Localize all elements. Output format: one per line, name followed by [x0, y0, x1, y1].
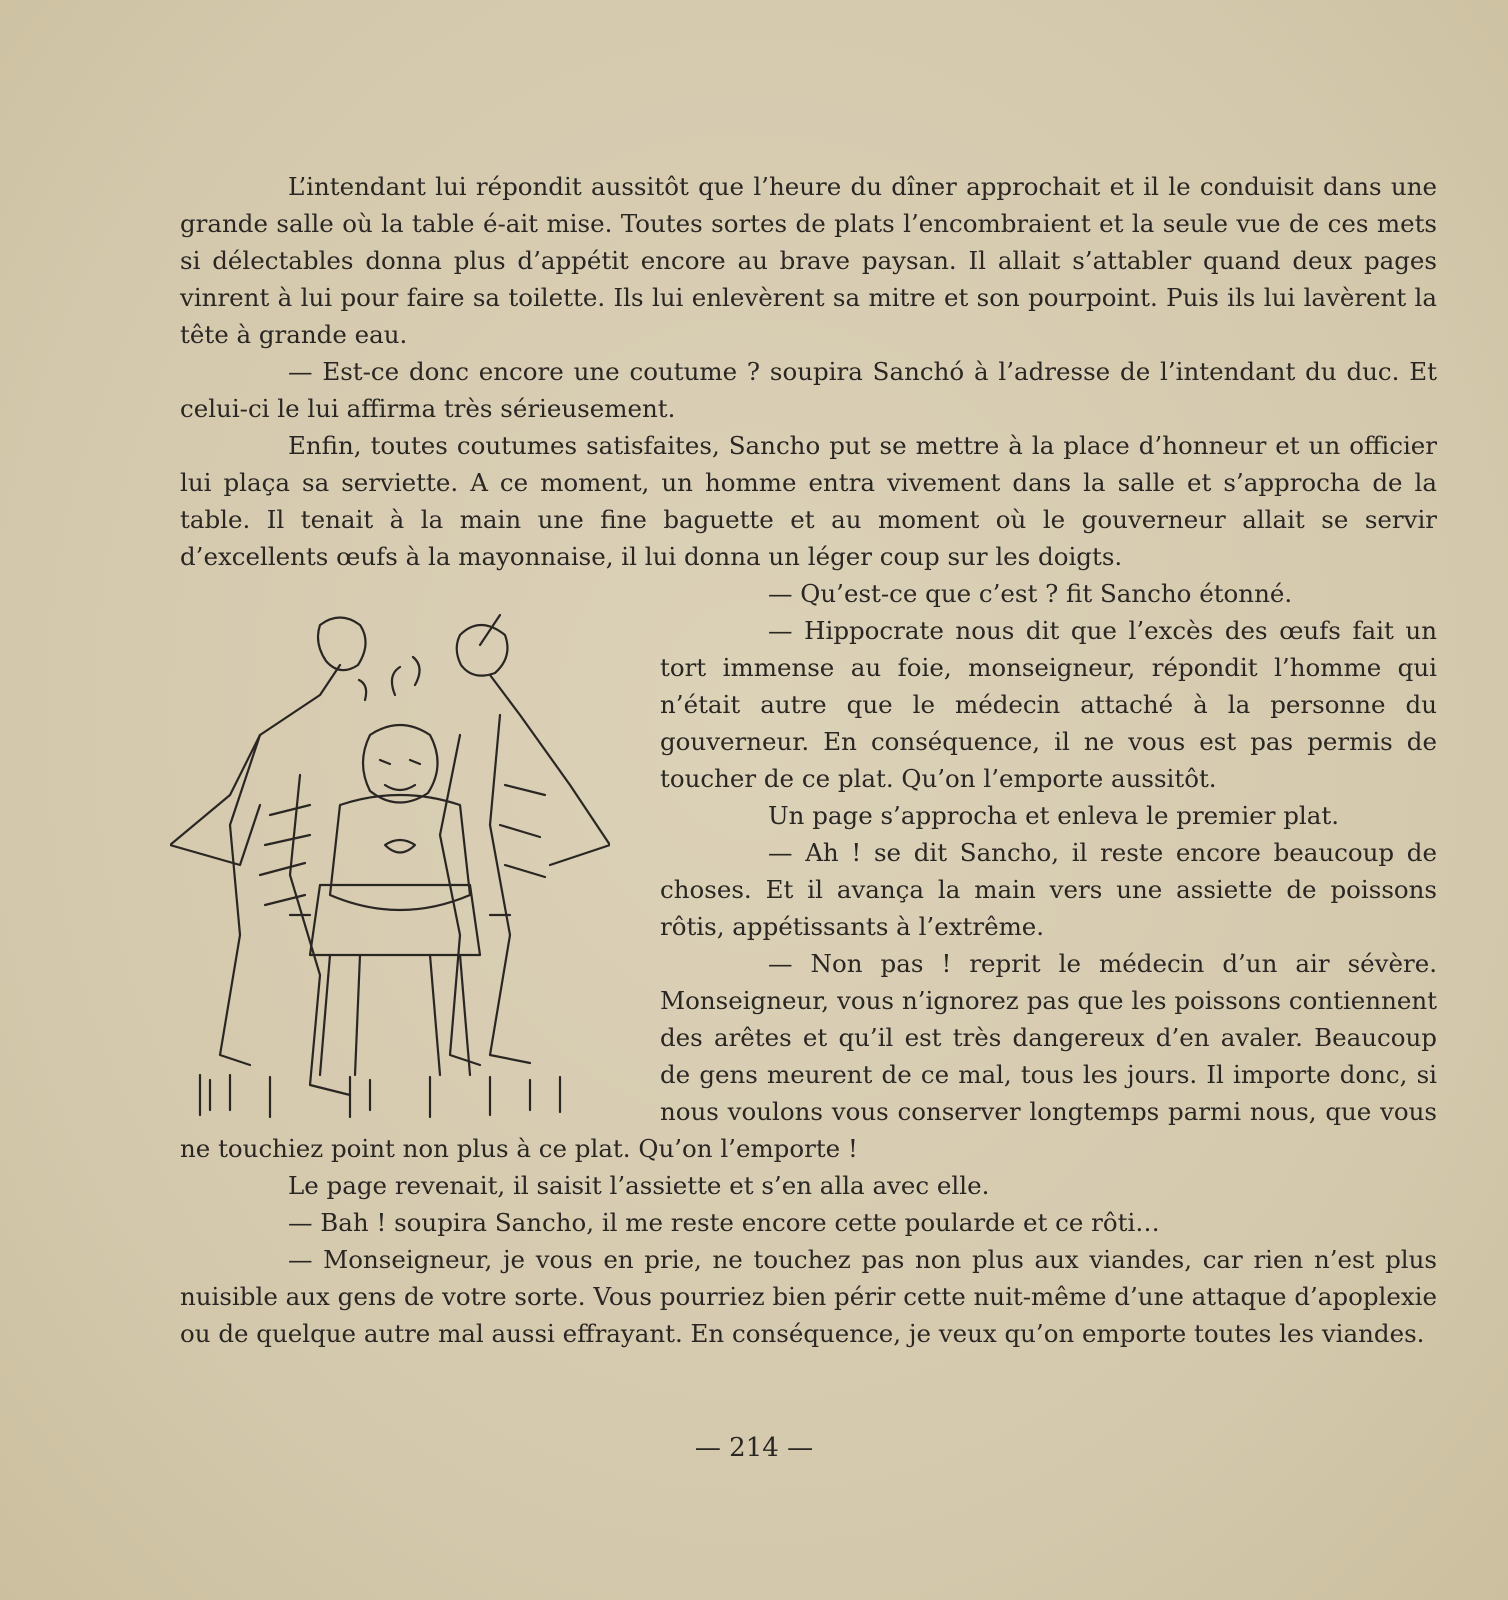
paragraph-9: Le page revenait, il saisit l’assiette et s’en alla avec elle.	[288, 1171, 990, 1200]
paragraph-1: L’intendant lui répondit aussitôt que l’heure du dîner approchait et il le conduisit dans une grande salle où la table é‑ait mise. Toutes sortes de plats l’encombraient et la seule vue de ces mets si délectables donna plus d’appétit encore au brave paysan. Il allait s’attabler quand deux pages vinrent à lui pour faire sa toilette. Ils lui enlevèrent sa mitre et son pourpoint. Puis ils lui lavèrent la tête à grande eau.	[180, 172, 1437, 349]
paragraph-11: — Monseigneur, je vous en prie, ne touchez pas non plus aux viandes, car rien n’est plus nuisible aux gens de votre sorte. Vous pourriez bien périr cette nuit-même d’une attaque d’apoplexie ou de quelque autre mal aussi effrayant. En conséquence, je veux qu’on emporte toutes les viandes.	[180, 1245, 1437, 1348]
paragraph-2: — Est-ce donc encore une coutume ? soupira Sanchó à l’adresse de l’intendant du duc. Et celui-ci le lui affirma très sérieusement.	[180, 357, 1437, 423]
paragraph-10: — Bah ! soupira Sancho, il me reste encore cette poularde et ce rôti…	[288, 1208, 1160, 1237]
paragraph-7: — Ah ! se dit Sancho, il reste encore beaucoup de choses. Et il avança la main vers une assiette de poissons rôtis, appétissants à l’extrême.	[660, 838, 1437, 941]
paragraph-8: — Non pas ! reprit le médecin d’un air sévère. Monseigneur, vous n’ignorez pas que les poissons contiennent des arêtes et qu’il est très dangereux d’en avaler. Beaucoup de gens meurent de ce mal, tous les jours. Il importe donc, si nous voulons vous conserver longtemps parmi nous, que vous ne touchiez point non plus à ce plat. Qu’on l’emporte !	[180, 949, 1437, 1163]
paragraph-5: — Hippocrate nous dit que l’excès des œufs fait un tort immense au foie, monseigneur, répondit l’homme qui n’était autre que le médecin attaché à la personne du gouverneur. En conséquence, il ne vous est pas permis de toucher de ce plat. Qu’on l’emporte aussitôt.	[660, 616, 1437, 793]
text-block	[180, 168, 1437, 1352]
paragraph-3: Enfin, toutes coutumes satisfaites, Sancho put se mettre à la place d’honneur et un officier lui plaça sa serviette. A ce moment, un homme entra vivement dans la salle et s’approcha de la table. Il tenait à la main une fine baguette et au moment où le gouverneur allait se servir d’excellents œufs à la mayonnaise, il lui donna un léger coup sur les doigts.	[180, 431, 1437, 571]
paragraph-4: — Qu’est-ce que c’est ? fit Sancho étonné.	[768, 579, 1293, 608]
paragraph-6: Un page s’approcha et enleva le premier plat.	[768, 801, 1339, 830]
illustration-drawing	[170, 585, 610, 1125]
page-number: — 214 —	[694, 1433, 814, 1463]
illustration	[170, 575, 660, 1130]
